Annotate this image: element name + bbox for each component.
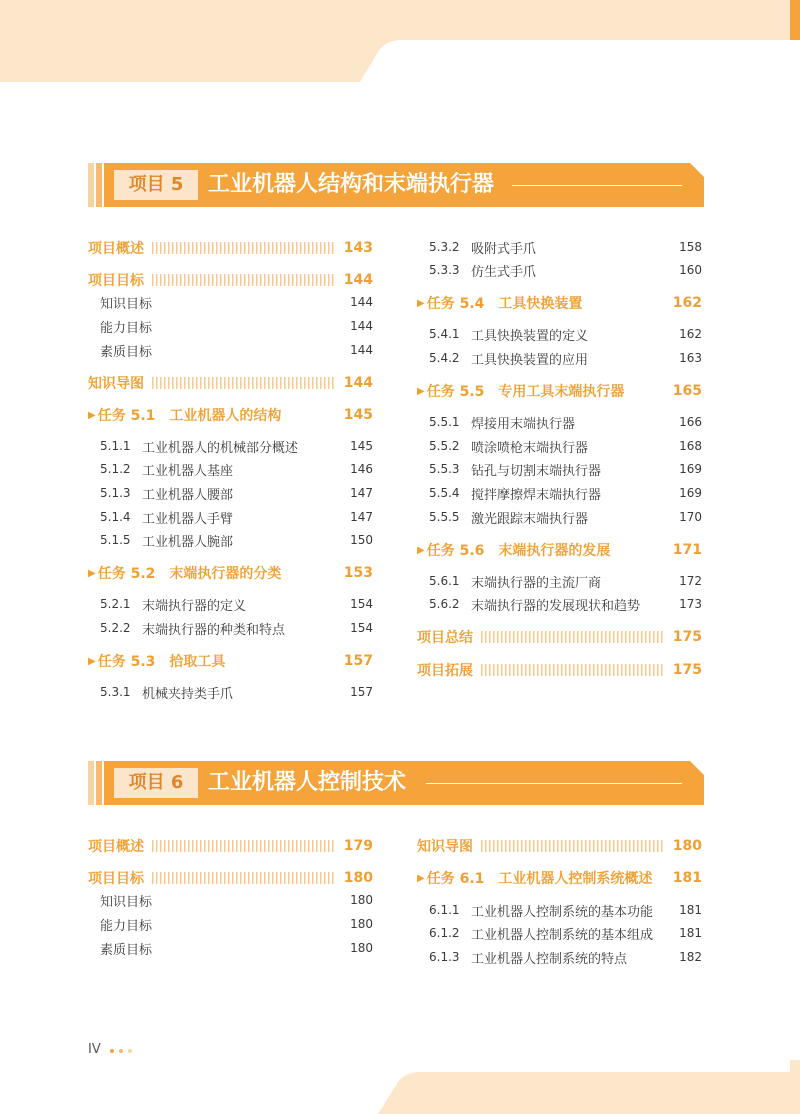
section-number: 5.1.3 bbox=[100, 486, 131, 500]
toc-page: 180 bbox=[350, 941, 373, 955]
section-title: 工业机器人的机械部分概述 bbox=[142, 440, 299, 456]
toc-section[interactable] bbox=[100, 460, 373, 478]
section-title: 焊接用末端执行器 bbox=[471, 416, 576, 432]
toc-section[interactable] bbox=[429, 349, 702, 367]
section-number: 6.1.2 bbox=[429, 926, 460, 940]
section-title: 工业机器人基座 bbox=[142, 463, 234, 479]
footer-dot bbox=[119, 1049, 123, 1053]
toc-page: 180 bbox=[343, 870, 373, 886]
toc-goal-item[interactable] bbox=[100, 341, 373, 359]
task-title: 工业机器人控制系统概述 bbox=[498, 871, 653, 887]
toc-page: 157 bbox=[343, 653, 373, 669]
toc-summary[interactable] bbox=[417, 627, 702, 647]
section-number: 5.1.1 bbox=[100, 439, 131, 453]
toc-label: 知识导图 bbox=[417, 839, 473, 855]
toc-label: 知识目标 bbox=[100, 894, 153, 910]
banner-rule bbox=[426, 783, 682, 784]
footer-dot bbox=[128, 1049, 132, 1053]
toc-label: 知识目标 bbox=[100, 296, 153, 312]
toc-section[interactable] bbox=[429, 901, 702, 919]
bottom-right-tab bbox=[790, 1060, 800, 1114]
task-number: 任务 5.3 bbox=[97, 654, 156, 670]
toc-page: 150 bbox=[350, 533, 373, 547]
dot-leader bbox=[481, 631, 665, 643]
toc-label: 项目概述 bbox=[88, 839, 144, 855]
section-title: 工业机器人腰部 bbox=[142, 487, 234, 503]
task-number: 任务 5.5 bbox=[426, 384, 485, 400]
section-number: 5.4.2 bbox=[429, 351, 460, 365]
project-title: 工业机器人结构和末端执行器 bbox=[208, 172, 495, 197]
section-title: 吸附式手爪 bbox=[471, 241, 537, 257]
project6-banner bbox=[88, 761, 704, 805]
toc-section[interactable] bbox=[429, 572, 702, 590]
section-title: 钻孔与切割末端执行器 bbox=[471, 463, 602, 479]
toc-section[interactable] bbox=[100, 437, 373, 455]
section-title: 末端执行器的发展现状和趋势 bbox=[471, 598, 641, 614]
toc-label: 知识导图 bbox=[88, 376, 144, 392]
project5-banner bbox=[88, 163, 704, 207]
toc-label: 项目概述 bbox=[88, 241, 144, 257]
toc-section[interactable] bbox=[429, 460, 702, 478]
toc-page: 169 bbox=[679, 462, 702, 476]
triangle-icon: ▶ bbox=[417, 544, 425, 556]
toc-section[interactable] bbox=[429, 508, 702, 526]
bottom-corner-shape bbox=[378, 1072, 800, 1114]
footer-dot bbox=[110, 1049, 114, 1053]
dot-leader bbox=[152, 840, 336, 852]
toc-page: 153 bbox=[343, 565, 373, 581]
section-title: 末端执行器的定义 bbox=[142, 598, 247, 614]
toc-label: 素质目标 bbox=[100, 942, 153, 958]
toc-section[interactable] bbox=[429, 261, 702, 279]
toc-page: 181 bbox=[679, 926, 702, 940]
toc-page: 175 bbox=[672, 629, 702, 645]
toc-section[interactable] bbox=[429, 924, 702, 942]
toc-goal-item[interactable] bbox=[100, 317, 373, 335]
toc-page: 143 bbox=[343, 240, 373, 256]
section-number: 6.1.3 bbox=[429, 950, 460, 964]
toc-page: 144 bbox=[343, 375, 373, 391]
section-title: 工业机器人控制系统的特点 bbox=[471, 951, 628, 967]
toc-section[interactable] bbox=[100, 619, 373, 637]
toc-label: 项目目标 bbox=[88, 273, 144, 289]
task-number: 任务 5.1 bbox=[97, 408, 156, 424]
toc-page: 163 bbox=[679, 351, 702, 365]
toc-page: 171 bbox=[672, 542, 702, 558]
section-number: 5.3.1 bbox=[100, 685, 131, 699]
toc-page: 173 bbox=[679, 597, 702, 611]
dot-leader bbox=[481, 664, 665, 676]
toc-section[interactable] bbox=[429, 325, 702, 343]
toc-section[interactable] bbox=[429, 437, 702, 455]
toc-page: 154 bbox=[350, 621, 373, 635]
toc-overview[interactable] bbox=[88, 836, 373, 856]
section-title: 激光跟踪末端执行器 bbox=[471, 511, 589, 527]
toc-page: 144 bbox=[350, 319, 373, 333]
toc-page: 168 bbox=[679, 439, 702, 453]
toc-section[interactable] bbox=[429, 413, 702, 431]
dot-leader bbox=[152, 274, 336, 286]
triangle-icon: ▶ bbox=[88, 567, 96, 579]
section-number: 5.5.5 bbox=[429, 510, 460, 524]
toc-page: 162 bbox=[679, 327, 702, 341]
task-title: 工具快换装置 bbox=[498, 296, 583, 312]
toc-section[interactable] bbox=[100, 484, 373, 502]
toc-task-5-6[interactable] bbox=[417, 540, 702, 560]
toc-page: 154 bbox=[350, 597, 373, 611]
task-title: 工业机器人的结构 bbox=[169, 408, 282, 424]
toc-section[interactable] bbox=[429, 948, 702, 966]
toc-goals[interactable] bbox=[88, 868, 373, 888]
toc-section[interactable] bbox=[100, 683, 373, 701]
toc-goals[interactable] bbox=[88, 270, 373, 290]
dot-leader bbox=[481, 840, 665, 852]
toc-goal-item[interactable] bbox=[100, 939, 373, 957]
toc-goal-item[interactable] bbox=[100, 915, 373, 933]
toc-page: 172 bbox=[679, 574, 702, 588]
task-title: 末端执行器的发展 bbox=[498, 543, 611, 559]
section-number: 5.4.1 bbox=[429, 327, 460, 341]
toc-label: 项目拓展 bbox=[417, 663, 473, 679]
section-title: 仿生式手爪 bbox=[471, 264, 537, 280]
triangle-icon: ▶ bbox=[417, 297, 425, 309]
toc-page: 160 bbox=[679, 263, 702, 277]
toc-page: 145 bbox=[343, 407, 373, 423]
toc-section[interactable] bbox=[100, 531, 373, 549]
section-number: 5.5.4 bbox=[429, 486, 460, 500]
top-corner-shape bbox=[0, 0, 800, 82]
toc-task-5-2[interactable] bbox=[88, 563, 373, 583]
toc-page: 144 bbox=[350, 343, 373, 357]
triangle-icon: ▶ bbox=[88, 655, 96, 667]
toc-section[interactable] bbox=[429, 595, 702, 613]
section-number: 5.3.2 bbox=[429, 240, 460, 254]
toc-page: 144 bbox=[343, 272, 373, 288]
toc-page: 165 bbox=[672, 383, 702, 399]
toc-label: 项目总结 bbox=[417, 630, 473, 646]
task-title: 专用工具末端执行器 bbox=[498, 384, 625, 400]
task-number: 任务 5.2 bbox=[97, 566, 156, 582]
section-number: 6.1.1 bbox=[429, 903, 460, 917]
toc-extension[interactable] bbox=[417, 660, 702, 680]
task-number: 任务 5.6 bbox=[426, 543, 485, 559]
toc-label: 项目目标 bbox=[88, 871, 144, 887]
toc-page: 144 bbox=[350, 295, 373, 309]
toc-page: 147 bbox=[350, 510, 373, 524]
toc-label: 素质目标 bbox=[100, 344, 153, 360]
section-number: 5.6.2 bbox=[429, 597, 460, 611]
toc-task-5-5[interactable] bbox=[417, 381, 702, 401]
project-badge: 项目 6 bbox=[114, 768, 198, 798]
toc-section[interactable] bbox=[429, 238, 702, 256]
project-title: 工业机器人控制技术 bbox=[208, 770, 407, 795]
toc-page: 166 bbox=[679, 415, 702, 429]
section-number: 5.5.3 bbox=[429, 462, 460, 476]
toc-page: 157 bbox=[350, 685, 373, 699]
section-number: 5.2.2 bbox=[100, 621, 131, 635]
task-title: 末端执行器的分类 bbox=[169, 566, 282, 582]
section-title: 机械夹持类手爪 bbox=[142, 686, 234, 702]
page-number: IV bbox=[88, 1042, 101, 1057]
toc-task-5-3[interactable] bbox=[88, 651, 373, 671]
section-title: 搅拌摩擦焊末端执行器 bbox=[471, 487, 602, 503]
footer-dots bbox=[110, 1049, 132, 1053]
toc-page: 158 bbox=[679, 240, 702, 254]
toc-page: 162 bbox=[672, 295, 702, 311]
task-number: 任务 5.4 bbox=[426, 296, 485, 312]
section-number: 5.1.4 bbox=[100, 510, 131, 524]
toc-page: 146 bbox=[350, 462, 373, 476]
toc-task-6-1[interactable] bbox=[417, 868, 702, 888]
toc-task-5-1[interactable] bbox=[88, 405, 373, 425]
toc-label: 能力目标 bbox=[100, 320, 153, 336]
triangle-icon: ▶ bbox=[417, 385, 425, 397]
toc-page: 182 bbox=[679, 950, 702, 964]
toc-mindmap[interactable] bbox=[417, 836, 702, 856]
section-number: 5.5.2 bbox=[429, 439, 460, 453]
section-title: 喷涂喷枪末端执行器 bbox=[471, 440, 589, 456]
toc-section[interactable] bbox=[100, 508, 373, 526]
section-number: 5.1.2 bbox=[100, 462, 131, 476]
toc-label: 能力目标 bbox=[100, 918, 153, 934]
toc-section[interactable] bbox=[100, 595, 373, 613]
toc-page: 145 bbox=[350, 439, 373, 453]
section-title: 末端执行器的种类和特点 bbox=[142, 622, 286, 638]
toc-page: 175 bbox=[672, 662, 702, 678]
toc-page: 180 bbox=[672, 838, 702, 854]
section-number: 5.3.3 bbox=[429, 263, 460, 277]
task-number: 任务 6.1 bbox=[426, 871, 485, 887]
section-title: 末端执行器的主流厂商 bbox=[471, 575, 602, 591]
section-number: 5.6.1 bbox=[429, 574, 460, 588]
project-badge: 项目 5 bbox=[114, 170, 198, 200]
section-title: 工业机器人控制系统的基本组成 bbox=[471, 927, 654, 943]
section-title: 工业机器人手臂 bbox=[142, 511, 234, 527]
toc-page: 170 bbox=[679, 510, 702, 524]
toc-page: 147 bbox=[350, 486, 373, 500]
toc-goal-item[interactable] bbox=[100, 891, 373, 909]
toc-task-5-4[interactable] bbox=[417, 293, 702, 313]
section-number: 5.5.1 bbox=[429, 415, 460, 429]
toc-page: 181 bbox=[672, 870, 702, 886]
top-right-tab bbox=[790, 0, 800, 40]
dot-leader bbox=[152, 872, 336, 884]
toc-page: 169 bbox=[679, 486, 702, 500]
section-title: 工具快换装置的定义 bbox=[471, 328, 589, 344]
triangle-icon: ▶ bbox=[88, 409, 96, 421]
toc-overview[interactable] bbox=[88, 238, 373, 258]
toc-page: 180 bbox=[350, 893, 373, 907]
toc-page: 179 bbox=[343, 838, 373, 854]
dot-leader bbox=[152, 377, 336, 389]
banner-rule bbox=[512, 185, 682, 186]
toc-section[interactable] bbox=[429, 484, 702, 502]
section-number: 5.2.1 bbox=[100, 597, 131, 611]
section-number: 5.1.5 bbox=[100, 533, 131, 547]
toc-goal-item[interactable] bbox=[100, 293, 373, 311]
section-title: 工业机器人腕部 bbox=[142, 534, 234, 550]
section-title: 工业机器人控制系统的基本功能 bbox=[471, 904, 654, 920]
triangle-icon: ▶ bbox=[417, 872, 425, 884]
toc-page: 180 bbox=[350, 917, 373, 931]
dot-leader bbox=[152, 242, 336, 254]
task-title: 拾取工具 bbox=[169, 654, 226, 670]
toc-mindmap[interactable] bbox=[88, 373, 373, 393]
section-title: 工具快换装置的应用 bbox=[471, 352, 589, 368]
toc-page: 181 bbox=[679, 903, 702, 917]
